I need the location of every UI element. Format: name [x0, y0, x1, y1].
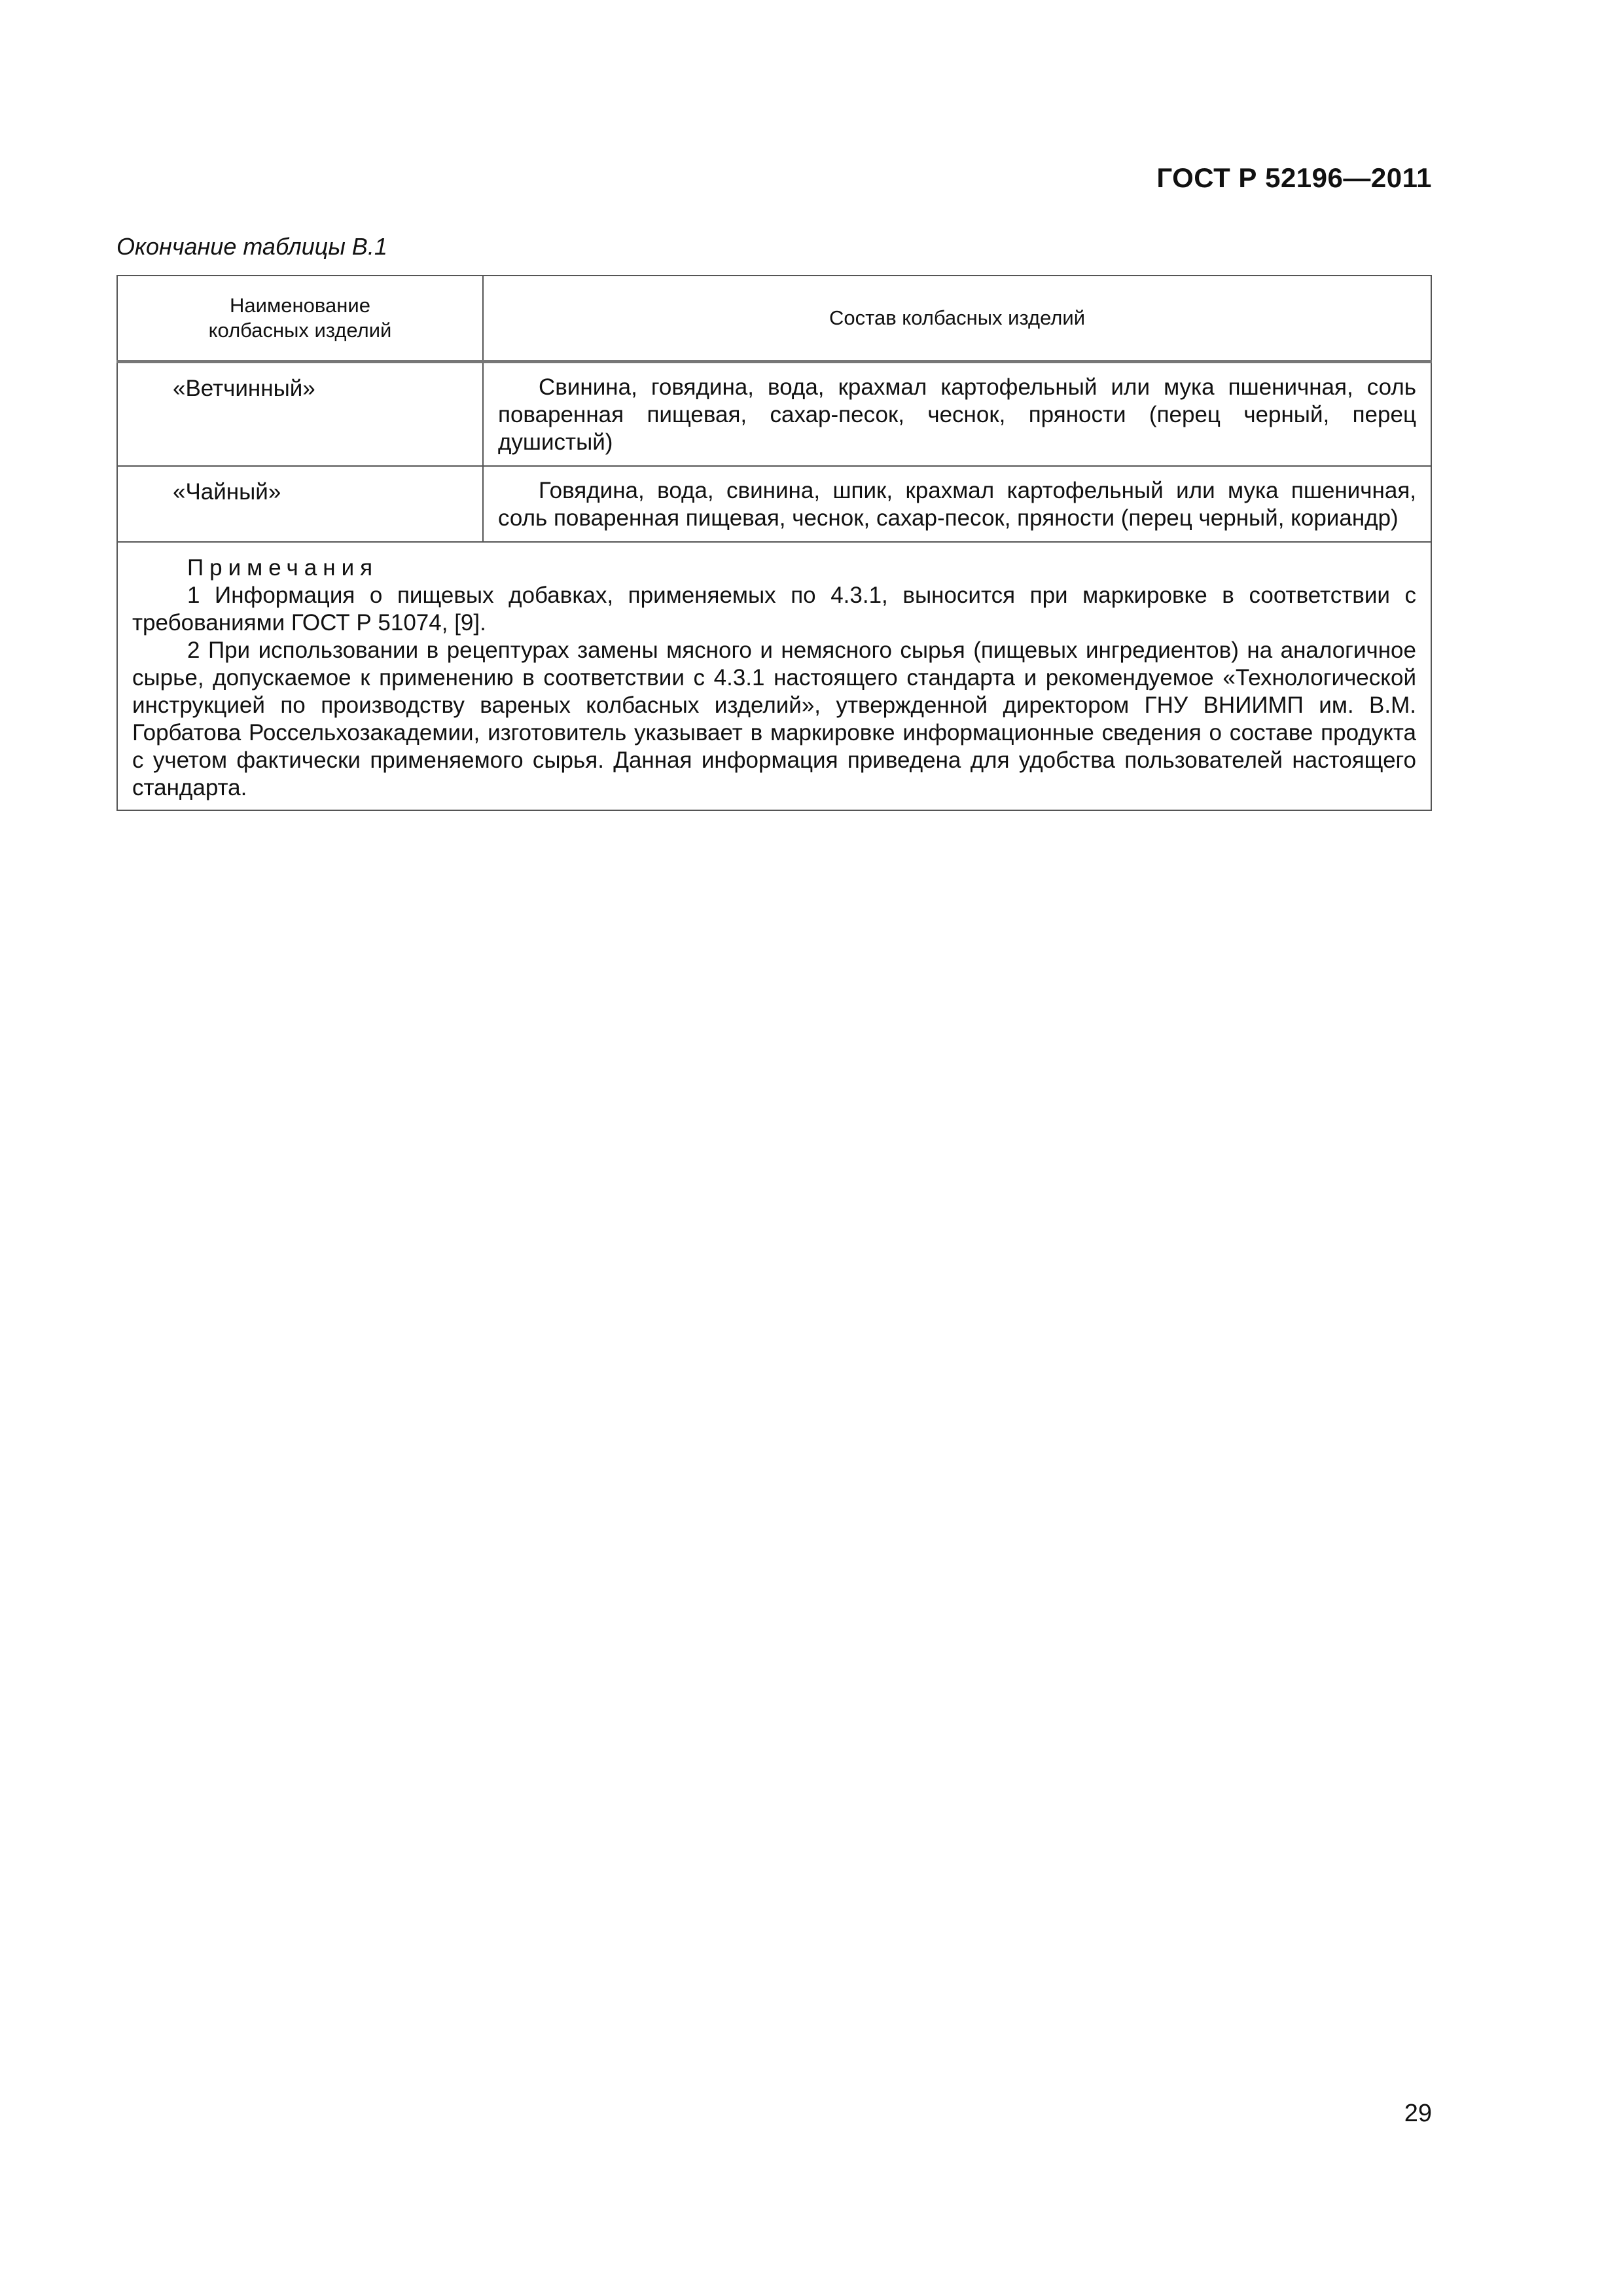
product-composition-cell: Свинина, говядина, вода, крахмал картофельный или мука пшеничная, соль поваренная пищевая, сахар-песок, чеснок, пряности (перец черный, перец душистый) [483, 362, 1431, 467]
page-number: 29 [1404, 2100, 1432, 2127]
column-header-name [117, 276, 483, 362]
notes-title: Примечания [187, 555, 379, 581]
table-header-row [117, 276, 1431, 362]
column-header-name-text: Наименование колбасных изделий [208, 294, 392, 342]
note-item: 2 При использовании в рецептурах замены мясного и немясного сырья (пищевых ингредиентов) на аналогичное сырье, допускаемое к применению в соответствии с 4.3.1 настоящего стандарта и рекомендуемое «Технологической инструкцией по производству вареных колбасных изделий», утвержденной директором ГНУ ВНИИМП им. В.М. Горбатова Россельхозакадемии, изготовитель указывает в маркировке информационные сведения о составе продукта с учетом фактически применяемого сырья. Данная информация приведена для удобства пользователей настоящего стандарта. [132, 637, 1416, 800]
table-row [117, 362, 1431, 467]
document-code: ГОСТ Р 52196—2011 [1156, 162, 1432, 193]
product-name-cell: «Чайный» [117, 466, 483, 542]
table-notes [117, 542, 1431, 810]
composition-table [116, 275, 1432, 811]
table-notes-row [117, 542, 1431, 810]
column-header-composition: Состав колбасных изделий [483, 276, 1431, 362]
product-name-cell: «Ветчинный» [117, 362, 483, 467]
product-composition-cell: Говядина, вода, свинина, шпик, крахмал картофельный или мука пшеничная, соль поваренная пищевая, чеснок, сахар-песок, пряности (перец черный, кориандр) [483, 466, 1431, 542]
table-row [117, 466, 1431, 542]
note-item: 1 Информация о пищевых добавках, применяемых по 4.3.1, выносится при маркировке в соответствии с требованиями ГОСТ Р 51074, [9]. [132, 583, 1416, 636]
table-caption: Окончание таблицы В.1 [116, 233, 387, 260]
